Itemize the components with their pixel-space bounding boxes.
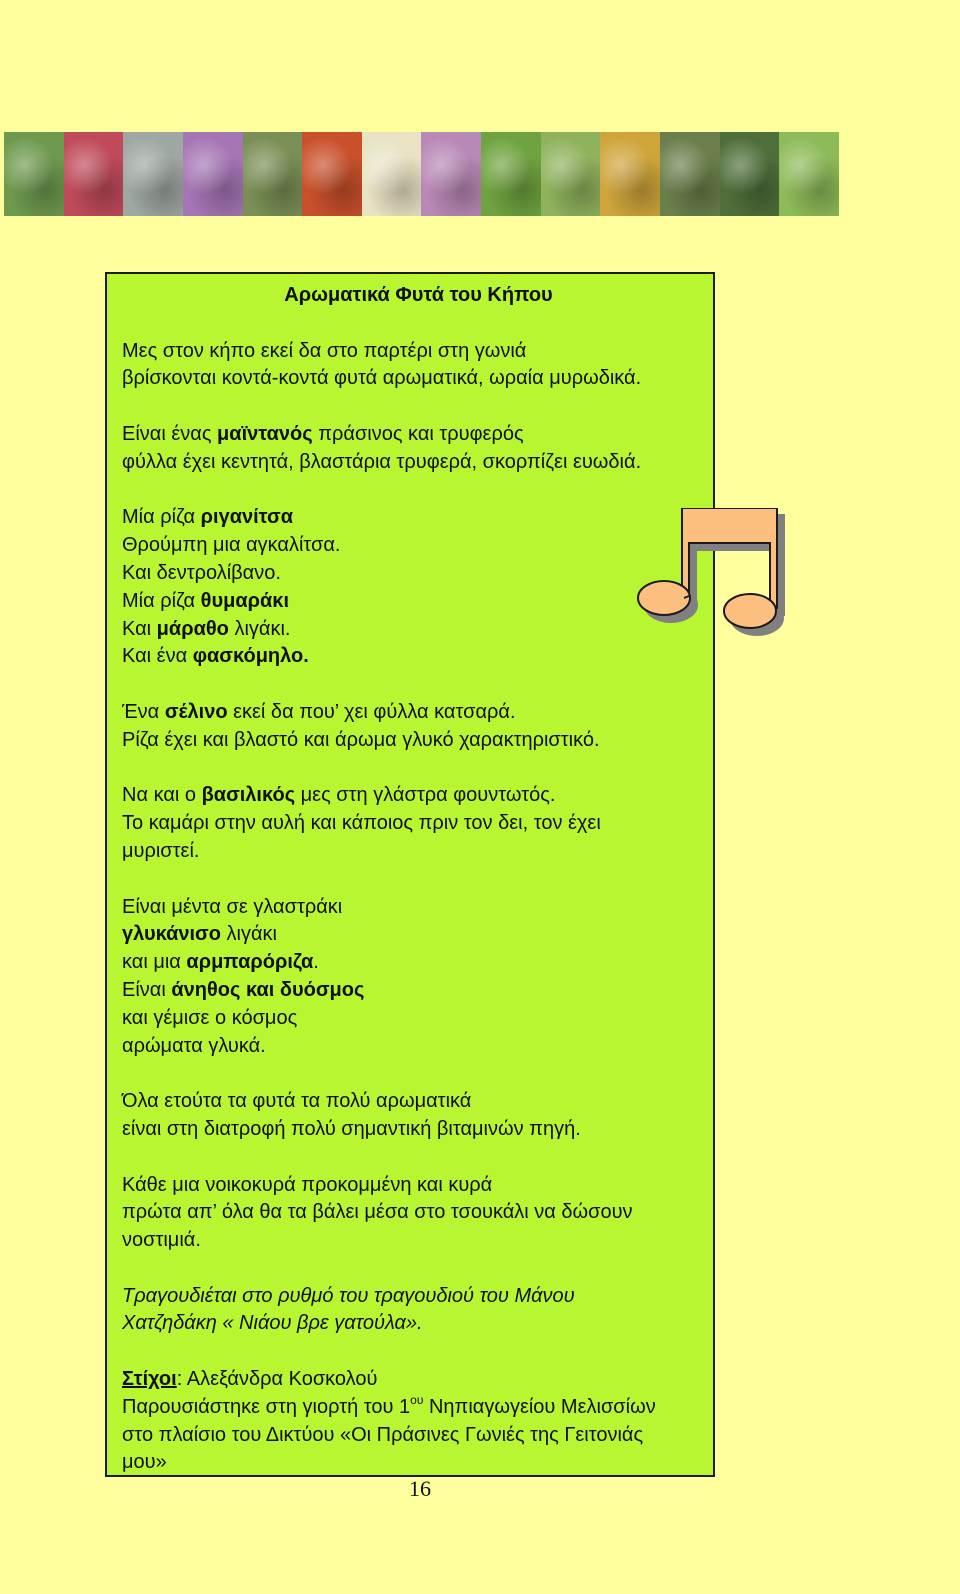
herb-name: μάραθο: [156, 617, 229, 640]
tune-note: [122, 1283, 695, 1339]
poem-box: [105, 272, 715, 1477]
page-number: 16: [409, 1476, 431, 1501]
stanza-8: [122, 1172, 695, 1255]
poem-line: Είναι ένας μαϊντανός πράσινος και τρυφερός: [122, 422, 524, 445]
poem-line: Ένα σέλινο εκεί δα που’ χει φύλλα κατσαρά.: [122, 700, 516, 723]
poem-line: νοστιμιά.: [122, 1229, 201, 1252]
credit-line: μου»: [122, 1451, 167, 1474]
poem-line: Και δεντρολίβανο.: [122, 561, 281, 584]
poem-line: είναι στη διατροφή πολύ σημαντική βιταμινών πηγή.: [122, 1117, 581, 1140]
poem-line: και γέμισε ο κόσμος: [122, 1006, 298, 1029]
credit-line: Παρουσιάστηκε στη γιορτή του $1^{o\upsilon}$ Νηπιαγωγείου Μελισσίων: [122, 1392, 656, 1418]
credit-line: στο πλαίσιο του Δικτύου «Οι Πράσινες Γωνιές της Γειτονιάς: [122, 1423, 644, 1446]
stanza-3: [122, 504, 695, 671]
credits: [122, 1366, 695, 1477]
poem-line: βρίσκονται κοντά-κοντά φυτά αρωματικά, ωραία μυρωδικά.: [122, 367, 642, 390]
herb-photo-tile: [779, 132, 839, 216]
stanza-2: [122, 421, 695, 477]
herb-photo-tile: [64, 132, 124, 216]
herb-photo-tile: [600, 132, 660, 216]
herb-photo-tile: [660, 132, 720, 216]
herb-photo-tile: [183, 132, 243, 216]
herb-name: φασκόμηλο.: [192, 645, 309, 668]
poem-line: Το καμάρι στην αυλή και κάποιος πριν τον δει, τον έχει: [122, 812, 601, 835]
herb-photo-tile: [720, 132, 780, 216]
poem-line: Μία ρίζα θυμαράκι: [122, 589, 290, 612]
poem-line: Κάθε μια νοικοκυρά προκομμένη και κυρά: [122, 1173, 493, 1196]
credit-line: Στίχοι: Αλεξάνδρα Κοσκολού: [122, 1368, 378, 1391]
herb-photo-tile: [302, 132, 362, 216]
poem-line: φύλλα έχει κεντητά, βλαστάρια τρυφερά, σκορπίζει ευωδιά.: [122, 450, 642, 473]
poem-line: μυριστεί.: [122, 839, 200, 862]
herb-photo-tile: [123, 132, 183, 216]
herb-photo-tile: [243, 132, 303, 216]
herb-name: σέλινο: [164, 700, 228, 723]
poem-line: Μες στον κήπο εκεί δα στο παρτέρι στη γωνιά: [122, 339, 527, 362]
herb-photo-tile: [421, 132, 481, 216]
herb-name: άνηθος και δυόσμος: [171, 978, 365, 1001]
herb-name: γλυκάνισο: [122, 923, 221, 946]
poem-line: Και μάραθο λιγάκι.: [122, 617, 291, 640]
herb-photo-tile: [362, 132, 422, 216]
stanza-1: [122, 338, 695, 394]
stanza-7: [122, 1088, 695, 1144]
herb-name: αρμπαρόριζα: [186, 951, 314, 974]
poem-line: και μια αρμπαρόριζα.: [122, 951, 319, 974]
stanza-5: [122, 782, 695, 865]
poem-line: Και ένα φασκόμηλο.: [122, 645, 309, 668]
poem-line: Να και ο βασιλικός μες στη γλάστρα φουντωτός.: [122, 784, 556, 807]
poem-line: Θρούμπη μια αγκαλίτσα.: [122, 534, 341, 557]
stanza-6: [122, 894, 695, 1061]
poem-title: Αρωματικά Φυτά του Κήπου: [284, 284, 553, 306]
credit-author: Αλεξάνδρα Κοσκολού: [186, 1368, 378, 1391]
poem-line: γλυκάνισο λιγάκι: [122, 923, 277, 946]
poem-line: Ρίζα έχει και βλαστό και άρωμα γλυκό χαρακτηριστικό.: [122, 728, 600, 751]
music-note-icon: [632, 508, 797, 638]
herb-name: ριγανίτσα: [200, 506, 294, 529]
poem-line: Είναι μέντα σε γλαστράκι: [122, 895, 343, 918]
herb-photo-banner: [4, 132, 839, 216]
tune-note-line: Χατζηδάκη « Νιάου βρε γατούλα».: [122, 1312, 423, 1335]
herb-name: βασιλικός: [201, 784, 296, 807]
poem-line: Όλα ετούτα τα φυτά τα πολύ αρωματικά: [122, 1090, 472, 1113]
poem-line: Μία ρίζα ριγανίτσα: [122, 506, 294, 529]
stanza-4: [122, 699, 695, 755]
herb-photo-tile: [4, 132, 64, 216]
herb-photo-tile: [541, 132, 601, 216]
herb-photo-tile: [481, 132, 541, 216]
herb-name: θυμαράκι: [200, 589, 290, 612]
poem-line: πρώτα απ’ όλα θα τα βάλει μέσα στο τσουκάλι να δώσουν: [122, 1201, 633, 1224]
note-shape: [638, 508, 777, 628]
poem-line: Είναι άνηθος και δυόσμος: [122, 978, 365, 1001]
poem-line: αρώματα γλυκά.: [122, 1034, 266, 1057]
credit-label: Στίχοι: [122, 1368, 177, 1391]
tune-note-line: Τραγουδιέται στο ρυθμό του τραγουδιού του Μάνου: [122, 1284, 575, 1307]
herb-name: μαϊντανός: [217, 422, 313, 445]
